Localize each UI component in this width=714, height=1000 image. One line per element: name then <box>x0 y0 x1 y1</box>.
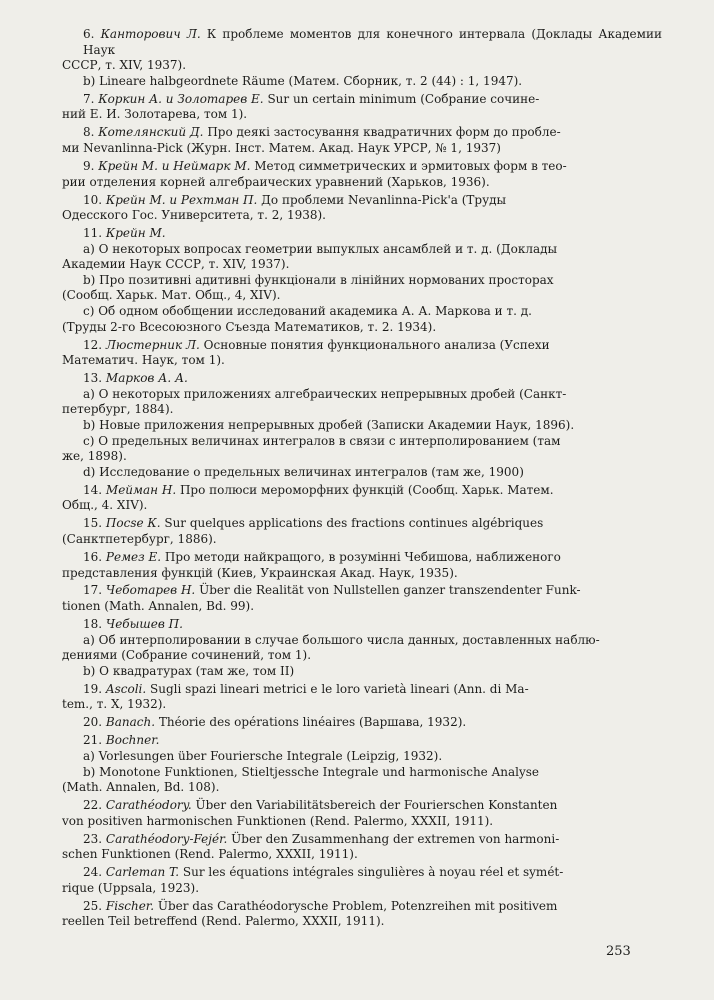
entry-line: (Труды 2-го Всесоюзного Съезда Математиков, т. 2. 1934). <box>62 319 437 334</box>
bibliography-entry <box>62 865 662 896</box>
entry-number: 17. <box>83 583 103 598</box>
entry-author: Крейн М. и Неймарк М. <box>98 158 251 173</box>
entry-line: (Сообщ. Харьк. Мат. Общ., 4, XIV). <box>62 288 281 303</box>
entry-line <box>62 27 662 58</box>
entry-line: rique (Uppsala, 1923). <box>62 880 200 895</box>
entry-text: Sur les équations intégrales singulières à noyau réel et symét- <box>182 865 564 880</box>
entry-number: 9. <box>83 158 95 173</box>
entry-line <box>62 550 662 566</box>
entry-number: 15. <box>83 516 103 531</box>
entry-number: 18. <box>83 617 103 632</box>
entry-number: 22. <box>83 798 103 813</box>
entry-text: Про деякі застосування квадратичних форм до пробле- <box>207 125 561 140</box>
bibliography-entry <box>62 617 662 679</box>
entry-line <box>62 226 662 242</box>
entry-author: Carleman T. <box>105 865 180 880</box>
entry-text: До проблеми Nevanlinna-Pick'a (Труды <box>261 192 507 207</box>
entry-line: (Math. Annalen, Bd. 108). <box>62 780 220 795</box>
entry-number: 8. <box>83 125 95 140</box>
entry-author: Посse К. <box>105 516 161 531</box>
bibliography-entry <box>62 733 662 795</box>
bibliography-page <box>62 27 662 932</box>
entry-line: tionen (Math. Annalen, Bd. 99). <box>62 599 255 614</box>
entry-number: 11. <box>83 226 103 241</box>
entry-text: Über den Variabilitätsbereich der Fourierschen Konstanten <box>195 798 558 813</box>
entry-author: Carathéodory-Fejér. <box>105 831 228 846</box>
entry-line: представления функцій (Киев, Украинская Акад. Наук, 1935). <box>62 565 458 580</box>
entry-line <box>62 483 662 499</box>
entry-author: Крейн М. и Рехтман П. <box>105 192 258 207</box>
entry-text: Sur un certain minimum (Собрание сочине- <box>267 91 540 106</box>
entry-line: же, 1898). <box>62 449 127 464</box>
entry-line: ний Е. И. Золотарева, том 1). <box>62 107 248 122</box>
entry-number: 7. <box>83 91 95 106</box>
entry-number: 16. <box>83 549 103 564</box>
entry-text: К проблеме моментов для конечного интервала (Доклады Академии Наук <box>83 27 662 57</box>
entry-author: Мейман Н. <box>105 482 177 497</box>
entry-author: Ascoli. <box>105 681 147 696</box>
entry-number: 23. <box>83 831 103 846</box>
entry-line: петербург, 1884). <box>62 402 174 417</box>
entry-line <box>62 865 662 881</box>
entry-line: a) Об интерполировании в случае большого числа данных, доставленных наблю- <box>83 632 600 647</box>
entry-line: a) Vorlesungen über Fouriersche Integrale (Leipzig, 1932). <box>83 748 443 763</box>
entry-line: c) О предельных величинах интегралов в связи с интерполированием (там <box>83 433 561 448</box>
bibliography-entry <box>62 92 662 123</box>
entry-line <box>62 733 662 749</box>
entry-author: Котелянский Д. <box>98 125 204 140</box>
entry-line <box>62 682 662 698</box>
entry-text: Про методи найкращого, в розумінні Чебишова, наближеного <box>164 549 561 564</box>
bibliography-entry <box>62 832 662 863</box>
entry-text: Про полюси мероморфних функцій (Сообщ. Харьк. Матем. <box>179 482 554 497</box>
entry-author: Коркин А. и Золотарев Е. <box>98 91 264 106</box>
entry-number: 24. <box>83 865 103 880</box>
entry-number: 10. <box>83 192 103 207</box>
entry-line: ми Nevanlinna-Pick (Журн. Інст. Матем. Акад. Наук УРСР, № 1, 1937) <box>62 140 501 155</box>
entry-line: b) О квадратурах (там же, том II) <box>83 663 295 678</box>
entry-line: tem., т. X, 1932). <box>62 697 167 712</box>
entry-line: Общ., 4. XIV). <box>62 498 148 513</box>
bibliography-entry <box>62 583 662 614</box>
entry-line <box>62 583 662 599</box>
entry-author: Banach. <box>105 715 156 730</box>
entry-line: von positiven harmonischen Funktionen (Rend. Palermo, XXXII, 1911). <box>62 813 494 828</box>
entry-line <box>62 371 662 387</box>
bibliography-entry <box>62 899 662 930</box>
entry-line <box>62 832 662 848</box>
entry-line: Одесского Гос. Университета, т. 2, 1938). <box>62 208 326 223</box>
entry-text: Sugli spazi lineari metrici e le loro varietà lineari (Ann. di Ma- <box>150 681 529 696</box>
entry-line <box>62 798 662 814</box>
bibliography-entry <box>62 516 662 547</box>
entry-line: СССР, т. XIV, 1937). <box>62 58 187 73</box>
bibliography-entry <box>62 798 662 829</box>
entry-author: Марков А. А. <box>105 371 188 386</box>
entry-text: Основные понятия функционального анализа (Успехи <box>203 337 550 352</box>
entry-line <box>62 516 662 532</box>
entry-text: Über die Realität von Nullstellen ganzer transzendenter Funk- <box>199 583 581 598</box>
entry-line: a) О некоторых приложениях алгебраических непрерывных дробей (Санкт- <box>83 386 567 401</box>
entry-line: b) Новые приложения непрерывных дробей (Записки Академии Наук, 1896). <box>83 417 575 432</box>
entry-line: дениями (Собрание сочинений, том 1). <box>62 648 312 663</box>
entry-number: 13. <box>83 371 103 386</box>
entry-line: b) Lineare halbgeordnete Räume (Матем. Сборник, т. 2 (44) : 1, 1947). <box>83 73 523 88</box>
entry-line <box>62 617 662 633</box>
bibliography-entry <box>62 27 662 89</box>
entry-text: Théorie des opérations linéaires (Варшава, 1932). <box>158 715 467 730</box>
entry-line: c) Об одном обобщении исследований академика А. А. Маркова и т. д. <box>83 304 532 319</box>
bibliography-entry <box>62 226 662 335</box>
entry-text: Über das Carathéodorysche Problem, Potenzreihen mit positivem <box>157 898 558 913</box>
entry-number: 19. <box>83 681 103 696</box>
entry-line <box>62 715 662 731</box>
entry-text: Метод симметрических и эрмитовых форм в тео- <box>254 158 567 173</box>
entry-line: (Санктпетербург, 1886). <box>62 531 217 546</box>
bibliography-entry <box>62 550 662 581</box>
entry-text: Sur quelques applications des fractions continues algébriques <box>164 516 544 531</box>
entry-text: Über den Zusammenhang der extremen von harmoni- <box>231 831 560 846</box>
entry-line <box>62 193 662 209</box>
entry-author: Чеботарев Н. <box>105 583 196 598</box>
entry-number: 6. <box>83 27 95 41</box>
entry-author: Крейн М. <box>105 226 166 241</box>
bibliography-entry <box>62 715 662 731</box>
entry-author: Чебышев П. <box>105 617 183 632</box>
bibliography-entry <box>62 682 662 713</box>
entry-line <box>62 159 662 175</box>
entry-author: Carathéodory. <box>105 798 192 813</box>
entry-line: reellen Teil betreffend (Rend. Palermo, XXXII, 1911). <box>62 914 385 929</box>
entry-author: Люстерник Л. <box>105 337 200 352</box>
entry-line: Математич. Наук, том 1). <box>62 353 225 368</box>
entry-line: schen Funktionen (Rend. Palermo, XXXII, 1911). <box>62 847 358 862</box>
bibliography-entry <box>62 159 662 190</box>
entry-line <box>62 125 662 141</box>
entry-line <box>62 92 662 108</box>
entry-number: 12. <box>83 337 103 352</box>
bibliography-entry <box>62 371 662 480</box>
bibliography-entry <box>62 193 662 224</box>
entry-number: 25. <box>83 898 103 913</box>
entry-line: a) О некоторых вопросах геометрии выпуклых ансамблей и т. д. (Доклады <box>83 241 558 256</box>
entry-line: Академии Наук СССР, т. XIV, 1937). <box>62 257 290 272</box>
bibliography-entry <box>62 338 662 369</box>
entry-line: b) Monotone Funktionen, Stieltjessche Integrale und harmonische Analyse <box>83 764 540 779</box>
entry-author: Канторович Л. <box>100 27 201 41</box>
page-number: 253 <box>606 944 631 959</box>
entry-number: 21. <box>83 733 103 748</box>
entry-author: Fischer. <box>105 898 155 913</box>
entry-author: Bochner. <box>105 733 160 748</box>
bibliography-entry <box>62 483 662 514</box>
bibliography-entry <box>62 125 662 156</box>
entry-line: b) Про позитивні адитивні функціонали в лінійних нормованих просторах <box>83 272 554 287</box>
entry-number: 14. <box>83 482 103 497</box>
entry-line: d) Исследование о предельных величинах интегралов (там же, 1900) <box>83 464 524 479</box>
entry-author: Ремез Е. <box>105 549 162 564</box>
entry-line <box>62 899 662 915</box>
entry-line <box>62 338 662 354</box>
entry-number: 20. <box>83 715 103 730</box>
entry-line: рии отделения корней алгебраических уравнений (Харьков, 1936). <box>62 174 490 189</box>
